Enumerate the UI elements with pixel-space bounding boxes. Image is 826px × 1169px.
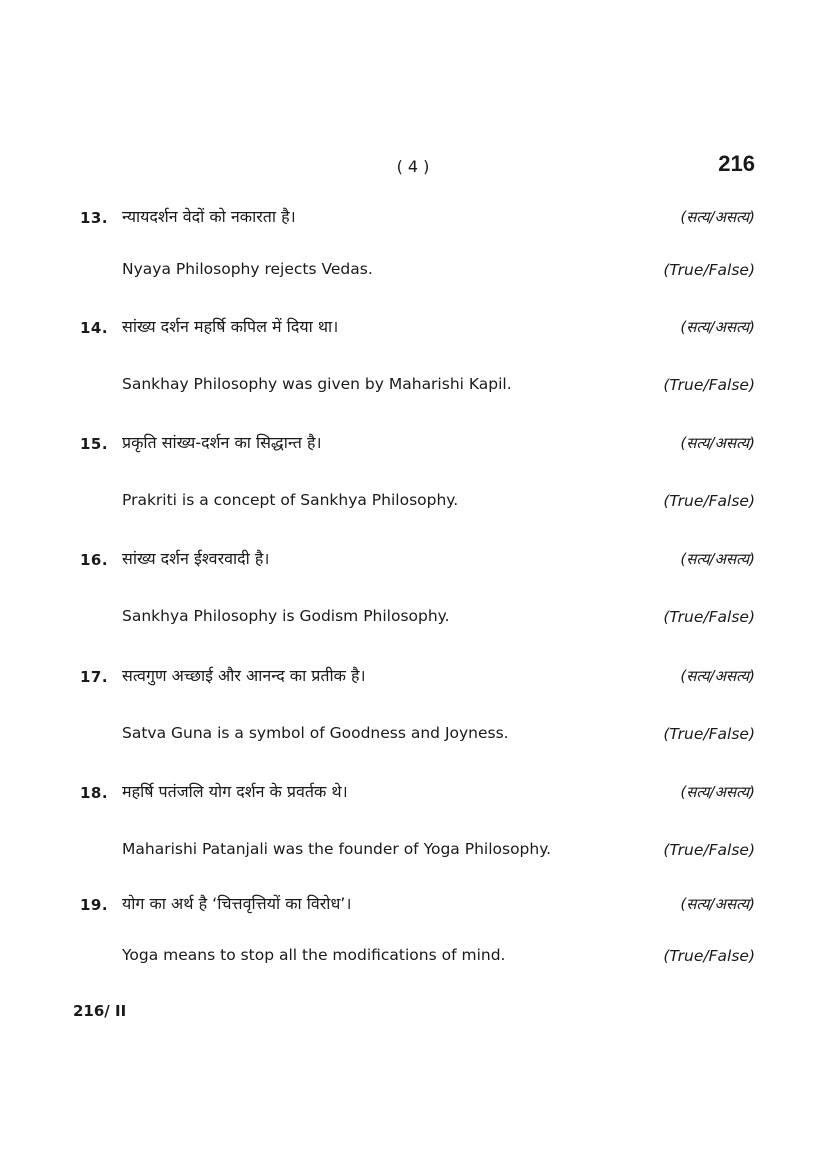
question-number: 18. — [80, 784, 109, 802]
question-16-english-row — [0, 605, 826, 631]
question-15-hindi-row — [0, 431, 826, 457]
question-number: 17. — [80, 668, 109, 686]
answer-options-english: (True/False) — [663, 725, 755, 743]
question-18-hindi-row — [0, 780, 826, 806]
question-17-hindi-row — [0, 664, 826, 690]
answer-options-hindi: (सत्य/असत्य) — [680, 208, 755, 226]
question-19-hindi-row — [0, 892, 826, 918]
question-15-english-row — [0, 489, 826, 515]
answer-options-english: (True/False) — [663, 492, 755, 510]
answer-options-hindi: (सत्य/असत्य) — [680, 550, 755, 568]
question-text-english: Maharishi Patanjali was the founder of Yoga Philosophy. — [122, 840, 552, 858]
question-text-hindi: न्यायदर्शन वेदों को नकारता है। — [122, 207, 296, 226]
question-text-hindi: योग का अर्थ है ‘चित्तवृत्तियों का विरोध’। — [122, 894, 352, 913]
answer-options-hindi: (सत्य/असत्य) — [680, 667, 755, 685]
question-number: 16. — [80, 551, 109, 569]
answer-options-hindi: (सत्य/असत्य) — [680, 434, 755, 452]
answer-options-english: (True/False) — [663, 261, 755, 279]
question-13-hindi-row — [0, 205, 826, 231]
question-number: 15. — [80, 435, 109, 453]
question-number: 14. — [80, 319, 109, 337]
question-text-english: Yoga means to stop all the modifications of mind. — [122, 946, 506, 964]
question-text-hindi: महर्षि पतंजलि योग दर्शन के प्रवर्तक थे। — [122, 782, 348, 801]
question-13-english-row — [0, 258, 826, 284]
question-text-hindi: सांख्य दर्शन महर्षि कपिल में दिया था। — [122, 317, 339, 336]
question-14-english-row — [0, 373, 826, 399]
question-text-hindi: सत्वगुण अच्छाई और आनन्द का प्रतीक है। — [122, 666, 366, 685]
question-text-english: Nyaya Philosophy rejects Vedas. — [122, 260, 373, 278]
answer-options-english: (True/False) — [663, 841, 755, 859]
question-text-english: Sankhya Philosophy is Godism Philosophy. — [122, 607, 450, 625]
question-number: 13. — [80, 209, 109, 227]
question-17-english-row — [0, 722, 826, 748]
answer-options-english: (True/False) — [663, 608, 755, 626]
question-text-english: Satva Guna is a symbol of Goodness and Joyness. — [122, 724, 509, 742]
question-18-english-row — [0, 838, 826, 864]
question-19-english-row — [0, 944, 826, 970]
question-text-hindi: प्रकृति सांख्य-दर्शन का सिद्धान्त है। — [122, 433, 322, 452]
question-text-english: Sankhay Philosophy was given by Maharishi Kapil. — [122, 375, 512, 393]
footer-paper-code: 216/ II — [73, 1002, 127, 1020]
question-16-hindi-row — [0, 547, 826, 573]
page-number: ( 4 ) — [396, 157, 430, 176]
answer-options-hindi: (सत्य/असत्य) — [680, 895, 755, 913]
paper-code: 216 — [718, 151, 755, 176]
answer-options-english: (True/False) — [663, 376, 755, 394]
question-14-hindi-row — [0, 315, 826, 341]
answer-options-hindi: (सत्य/असत्य) — [680, 783, 755, 801]
question-number: 19. — [80, 896, 109, 914]
answer-options-hindi: (सत्य/असत्य) — [680, 318, 755, 336]
question-text-english: Prakriti is a concept of Sankhya Philosophy. — [122, 491, 459, 509]
answer-options-english: (True/False) — [663, 947, 755, 965]
question-text-hindi: सांख्य दर्शन ईश्वरवादी है। — [122, 549, 270, 568]
